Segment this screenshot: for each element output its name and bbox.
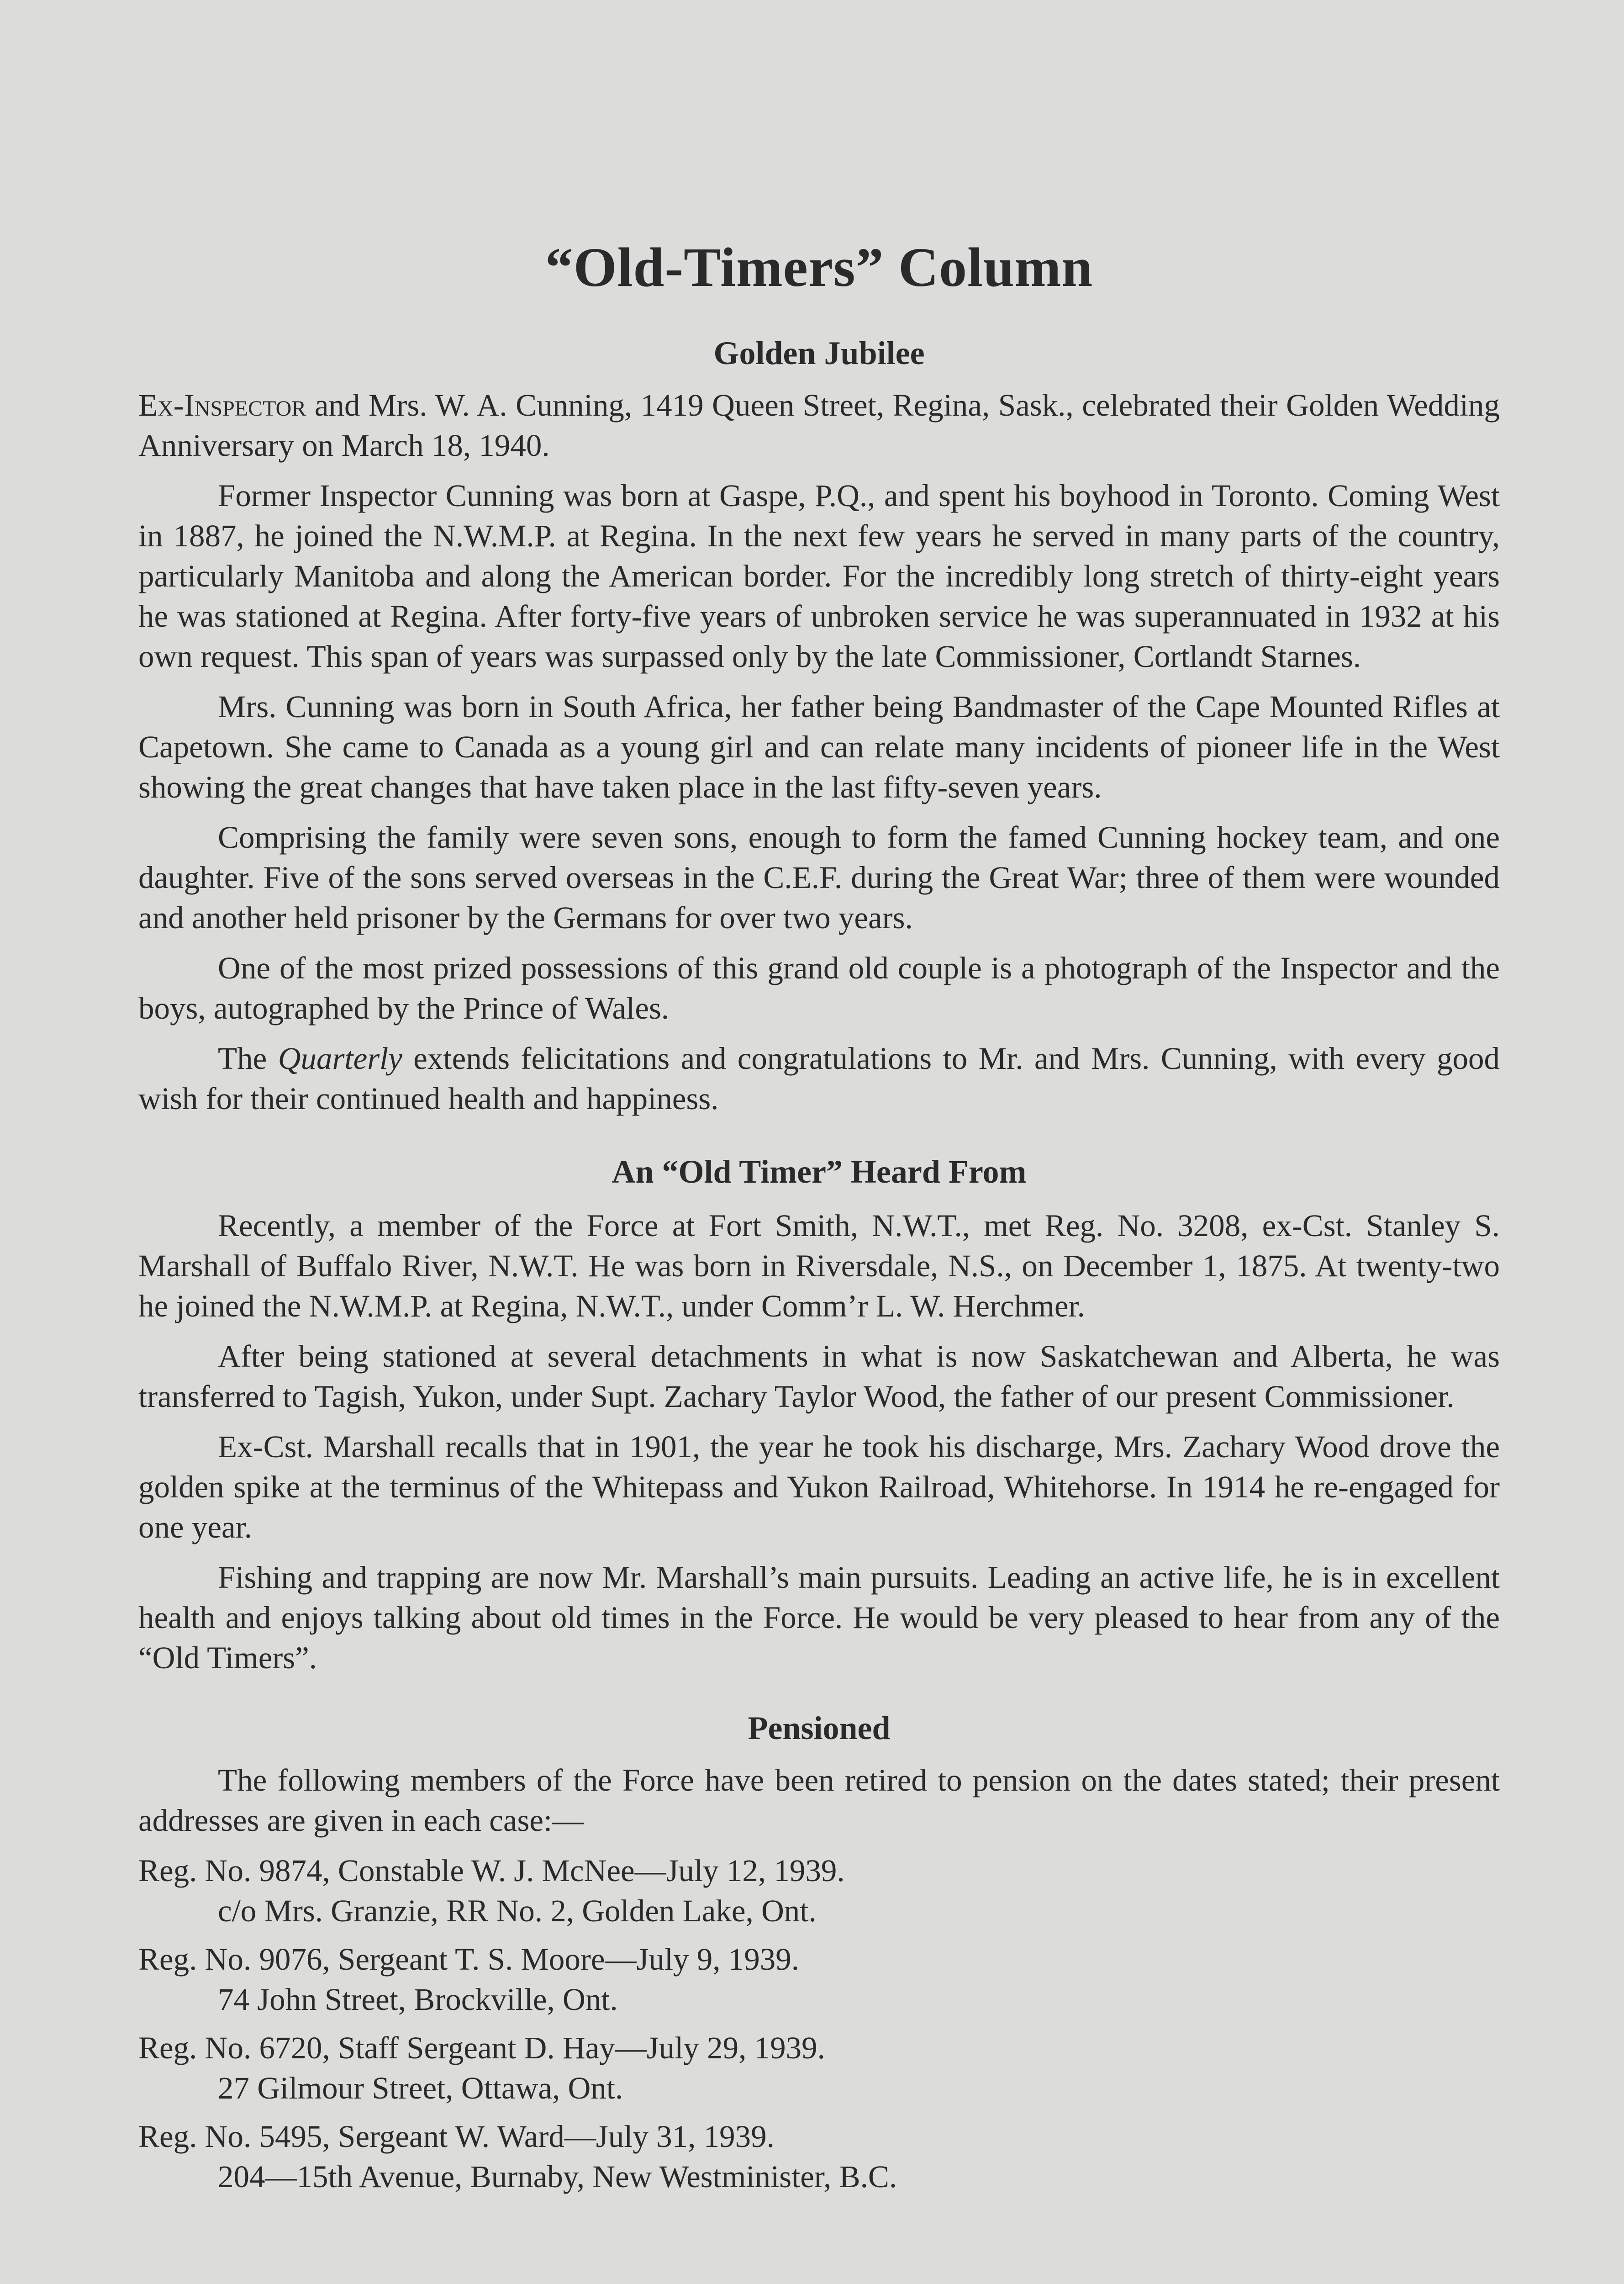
pension-address: 204—15th Avenue, Burnaby, New Westminister, B.C. (218, 2159, 897, 2194)
golden-jubilee-heading: Golden Jubilee (713, 335, 925, 371)
golden-jubilee-paragraph-6 (138, 1038, 1500, 1119)
pension-member: Reg. No. 5495, Sergeant W. Ward—July 31, 1939. (138, 2119, 775, 2154)
pension-entry (138, 2116, 1500, 2197)
pension-entry (138, 1850, 1500, 1931)
pension-address: 74 John Street, Brockville, Ont. (218, 1982, 618, 2017)
pension-member: Reg. No. 9076, Sergeant T. S. Moore—July 9, 1939. (138, 1942, 800, 1977)
paragraph-text: extends felicitations and congratulations to Mr. and Mrs. Cunning, with every good wish for their continued health and happiness. (138, 1041, 1500, 1116)
golden-jubilee-paragraph-1 (138, 385, 1500, 465)
paragraph-text: The (218, 1041, 278, 1076)
page-title: “Old-Timers” Column (545, 237, 1093, 298)
pension-member: Reg. No. 9874, Constable W. J. McNee—July 12, 1939. (138, 1853, 845, 1888)
golden-jubilee-paragraph-3: Mrs. Cunning was born in South Africa, her father being Bandmaster of the Cape Mounted Rifles at Capetown. She came to Canada as a young girl and can relate many incidents of pioneer life in the West showing the great changes that have taken place in the last fifty-seven years. (138, 689, 1500, 804)
pension-entry (138, 1939, 1500, 2020)
old-timer-paragraph-3: Ex-Cst. Marshall recalls that in 1901, the year he took his discharge, Mrs. Zachary Wood drove the golden spike at the terminus of the Whitepass and Yukon Railroad, Whitehorse. In 1914 he re-engaged for one year. (138, 1429, 1500, 1544)
pension-entry (138, 2028, 1500, 2108)
pension-member: Reg. No. 6720, Staff Sergeant D. Hay—July 29, 1939. (138, 2030, 825, 2065)
old-timer-paragraph-4: Fishing and trapping are now Mr. Marshall’s main pursuits. Leading an active life, he is in excellent health and enjoys talking about old times in the Force. He would be very pleased to hear from any of the “Old Timers”. (138, 1560, 1500, 1675)
old-timer-paragraph-1: Recently, a member of the Force at Fort Smith, N.W.T., met Reg. No. 3208, ex-Cst. Stanley S. Marshall of Buffalo River, N.W.T. He was born in Riversdale, N.S., on December 1, 1875. At twenty-two he joined the N.W.M.P. at Regina, N.W.T., under Comm’r L. W. Herchmer. (138, 1208, 1500, 1323)
paragraph-text: and Mrs. W. A. Cunning, 1419 Queen Street, Regina, Sask., celebrated their Golden Wedding Anniversary on March 18, 1940. (138, 388, 1500, 463)
pension-list (138, 1850, 1500, 2197)
golden-jubilee-paragraph-5: One of the most prized possessions of this grand old couple is a photograph of the Inspector and the boys, autographed by the Prince of Wales. (138, 951, 1500, 1026)
golden-jubilee-paragraph-2: Former Inspector Cunning was born at Gaspe, P.Q., and spent his boyhood in Toronto. Coming West in 1887, he joined the N.W.M.P. at Regina. In the next few years he served in many parts of the country, particularly Manitoba and along the American border. For the incredibly long stretch of thirty-eight years he was stationed at Regina. After forty-five years of unbroken service he was superannuated in 1932 at his own request. This span of years was surpassed only by the late Commissioner, Cortlandt Starnes. (138, 478, 1500, 674)
rank-smallcaps: Ex-Inspector (138, 388, 306, 423)
pension-address: 27 Gilmour Street, Ottawa, Ont. (218, 2071, 623, 2105)
pension-address: c/o Mrs. Granzie, RR No. 2, Golden Lake, Ont. (218, 1893, 817, 1928)
pensioned-intro: The following members of the Force have been retired to pension on the dates stated; their present addresses are given in each case:— (138, 1763, 1500, 1838)
old-timer-paragraph-2: After being stationed at several detachments in what is now Saskatchewan and Alberta, he was transferred to Tagish, Yukon, under Supt. Zachary Taylor Wood, the father of our present Commissioner. (138, 1339, 1500, 1414)
pensioned-heading: Pensioned (748, 1710, 891, 1746)
old-timer-heading: An “Old Timer” Heard From (612, 1153, 1027, 1190)
publication-title: Quarterly (278, 1041, 402, 1076)
golden-jubilee-paragraph-4: Comprising the family were seven sons, enough to form the famed Cunning hockey team, and one daughter. Five of the sons served overseas in the C.E.F. during the Great War; three of them were wounded and another held prisoner by the Germans for over two years. (138, 820, 1500, 935)
